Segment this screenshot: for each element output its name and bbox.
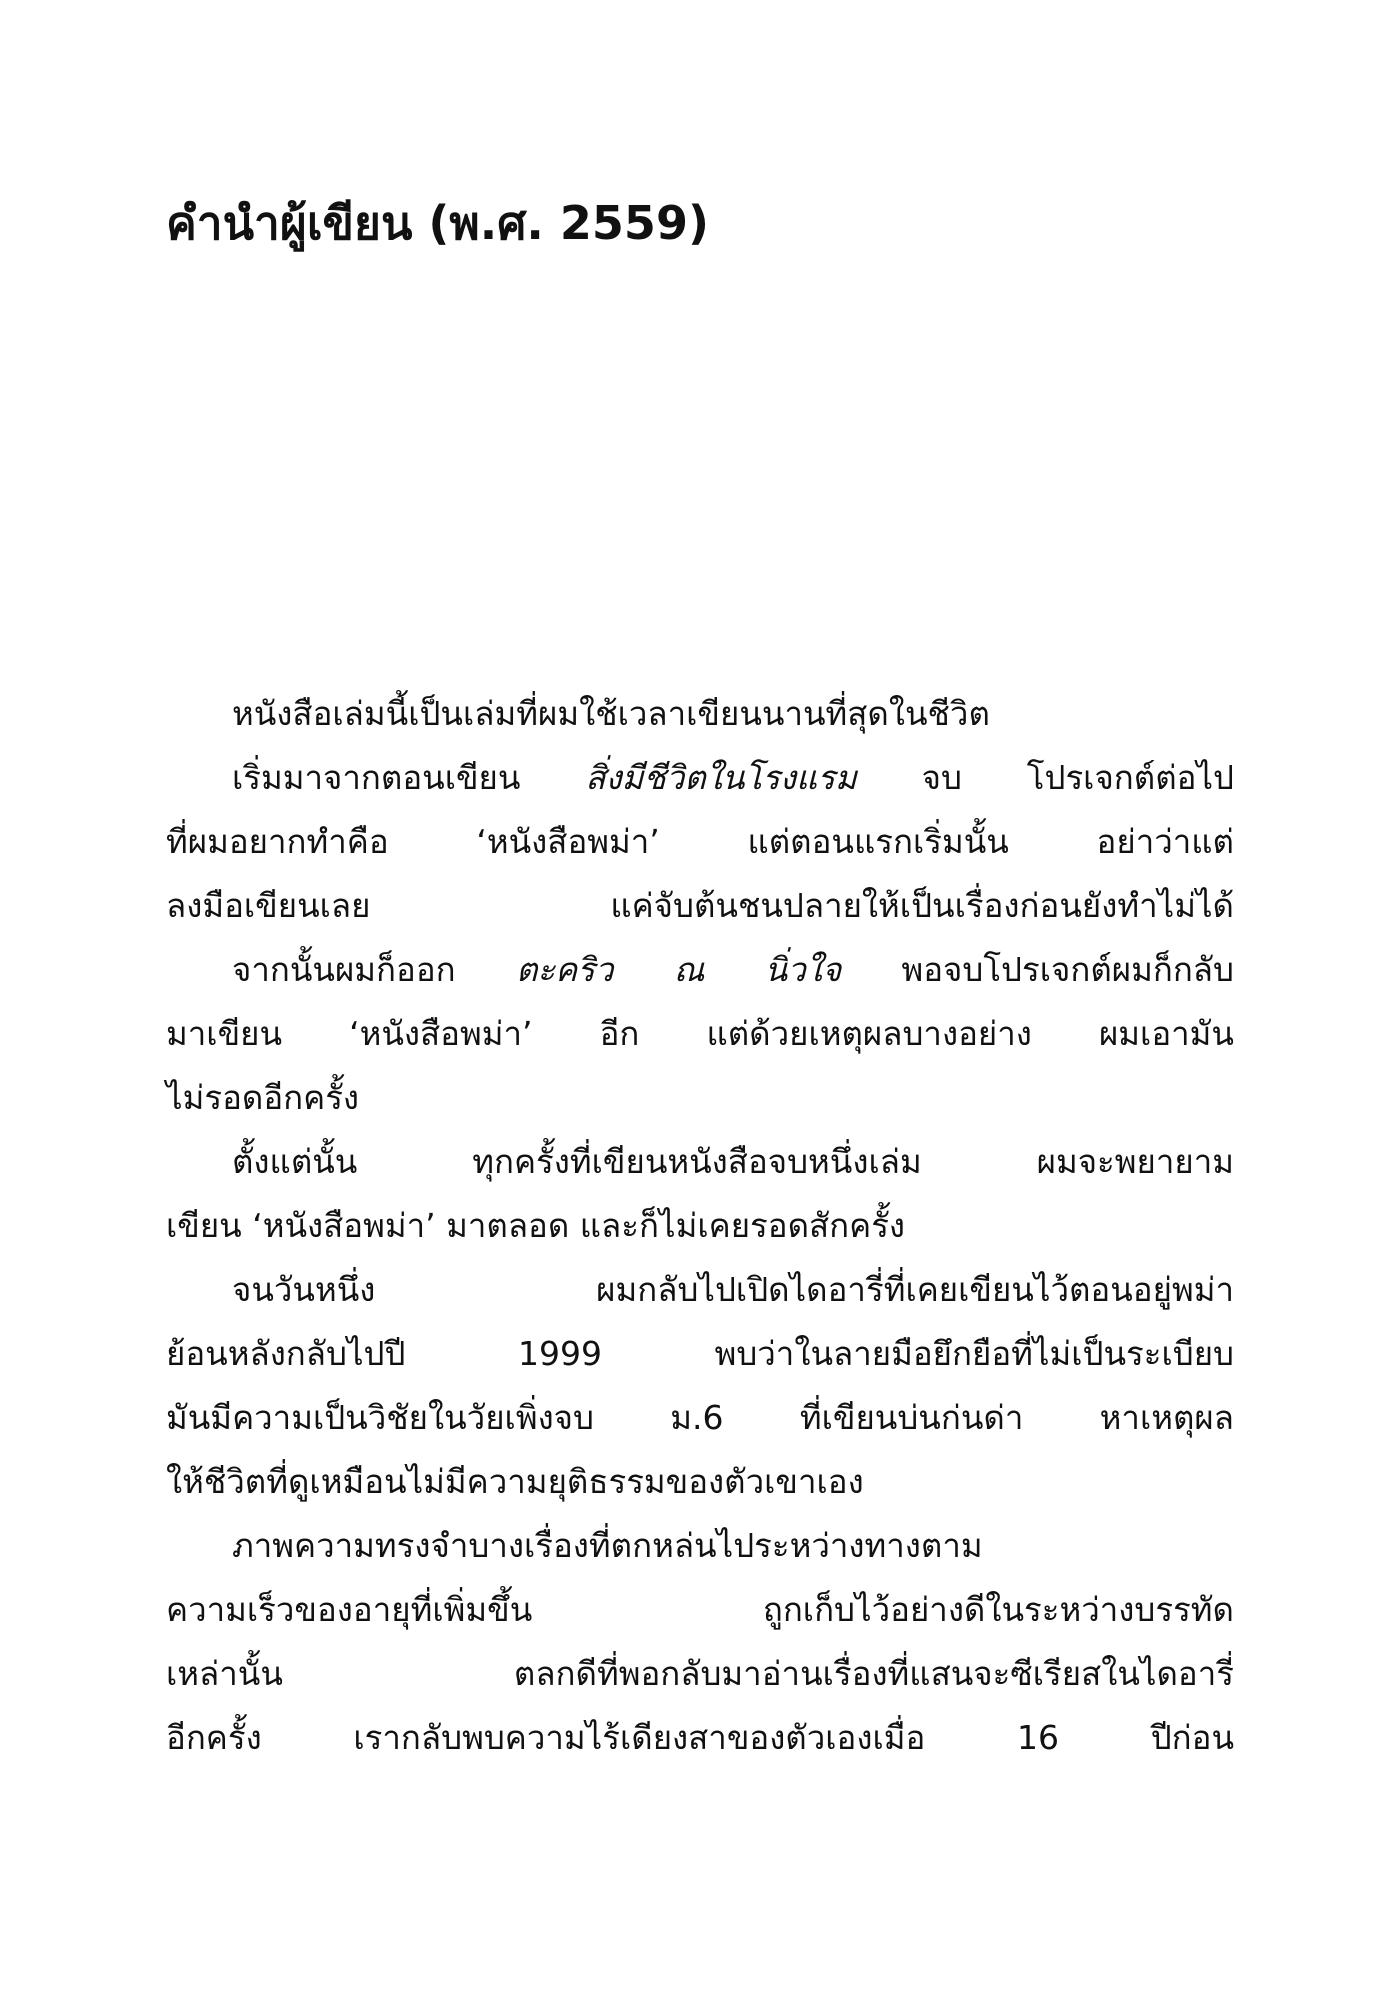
line-text: จนวันหนึ่ง ผมกลับไปเปิดไดอารี่ที่เคยเขียนไว้ตอนอยู่พม่า xyxy=(232,1270,1234,1309)
paragraph-line xyxy=(166,1322,1234,1386)
page-title: คำนำผู้เขียน (พ.ศ. 2559) xyxy=(166,196,709,250)
line-text: ตั้งแต่นั้น ทุกครั้งที่เขียนหนังสือจบหนึ่งเล่ม ผมจะพยายาม xyxy=(232,1142,1234,1181)
paragraph-line xyxy=(166,810,1234,874)
paragraph-line xyxy=(166,1002,1234,1066)
paragraph-line xyxy=(166,682,1234,746)
line-text: เหล่านั้น ตลกดีที่พอกลับมาอ่านเรื่องที่แสนจะซีเรียสในไดอารี่ xyxy=(166,1654,1234,1693)
line-text: ไม่รอดอีกครั้ง xyxy=(166,1078,360,1117)
line-text: มันมีความเป็นวิชัยในวัยเพิ่งจบ ม.6 ที่เขียนบ่นก่นด่า หาเหตุผล xyxy=(166,1398,1234,1437)
book-title-italic: สิ่งมีชีวิตในโรงแรม xyxy=(585,758,857,797)
line-text: ลงมือเขียนเลย แค่จับต้นชนปลายให้เป็นเรื่องก่อนยังทำไม่ได้ xyxy=(166,886,1234,925)
line-text: จบ โปรเจกต์ต่อไป xyxy=(856,758,1235,797)
line-text: ภาพความทรงจำบางเรื่องที่ตกหล่นไประหว่างทางตาม xyxy=(232,1526,983,1565)
paragraph-line xyxy=(166,1706,1234,1770)
paragraph-line xyxy=(166,1386,1234,1450)
line-text: ให้ชีวิตที่ดูเหมือนไม่มีความยุติธรรมของตัวเขาเอง xyxy=(166,1462,864,1501)
paragraph-line xyxy=(166,1642,1234,1706)
paragraph-line xyxy=(166,1578,1234,1642)
paragraph-line xyxy=(166,938,1234,1002)
line-text: พอจบโปรเจกต์ผมก็กลับ xyxy=(841,950,1234,989)
line-text: หนังสือเล่มนี้เป็นเล่มที่ผมใช้เวลาเขียนนานที่สุดในชีวิต xyxy=(232,694,990,733)
paragraph-line xyxy=(166,1514,1234,1578)
paragraph-line xyxy=(166,1066,1234,1130)
line-text: มาเขียน ‘หนังสือพม่า’ อีก แต่ด้วยเหตุผลบางอย่าง ผมเอามัน xyxy=(166,1014,1234,1053)
paragraph-line xyxy=(166,746,1234,810)
line-text: จากนั้นผมก็ออก xyxy=(232,950,516,989)
line-text: ย้อนหลังกลับไปปี 1999 พบว่าในลายมือยึกยือที่ไม่เป็นระเบียบ xyxy=(166,1334,1234,1373)
paragraph-line xyxy=(166,1130,1234,1194)
paragraph-line xyxy=(166,1450,1234,1514)
book-title-italic: ตะคริว ณ นิ่วใจ xyxy=(515,950,842,989)
paragraph-line xyxy=(166,1194,1234,1258)
line-text: ที่ผมอยากทำคือ ‘หนังสือพม่า’ แต่ตอนแรกเริ่มนั้น อย่าว่าแต่ xyxy=(166,822,1234,861)
paragraph-line xyxy=(166,1258,1234,1322)
line-text: เริ่มมาจากตอนเขียน xyxy=(232,758,586,797)
body-text xyxy=(166,682,1234,1770)
line-text: เขียน ‘หนังสือพม่า’ มาตลอด และก็ไม่เคยรอดสักครั้ง xyxy=(166,1206,906,1245)
paragraph-line xyxy=(166,874,1234,938)
line-text: อีกครั้ง เรากลับพบความไร้เดียงสาของตัวเองเมื่อ 16 ปีก่อน xyxy=(166,1718,1234,1757)
line-text: ความเร็วของอายุที่เพิ่มขึ้น ถูกเก็บไว้อย่างดีในระหว่างบรรทัด xyxy=(166,1590,1234,1629)
